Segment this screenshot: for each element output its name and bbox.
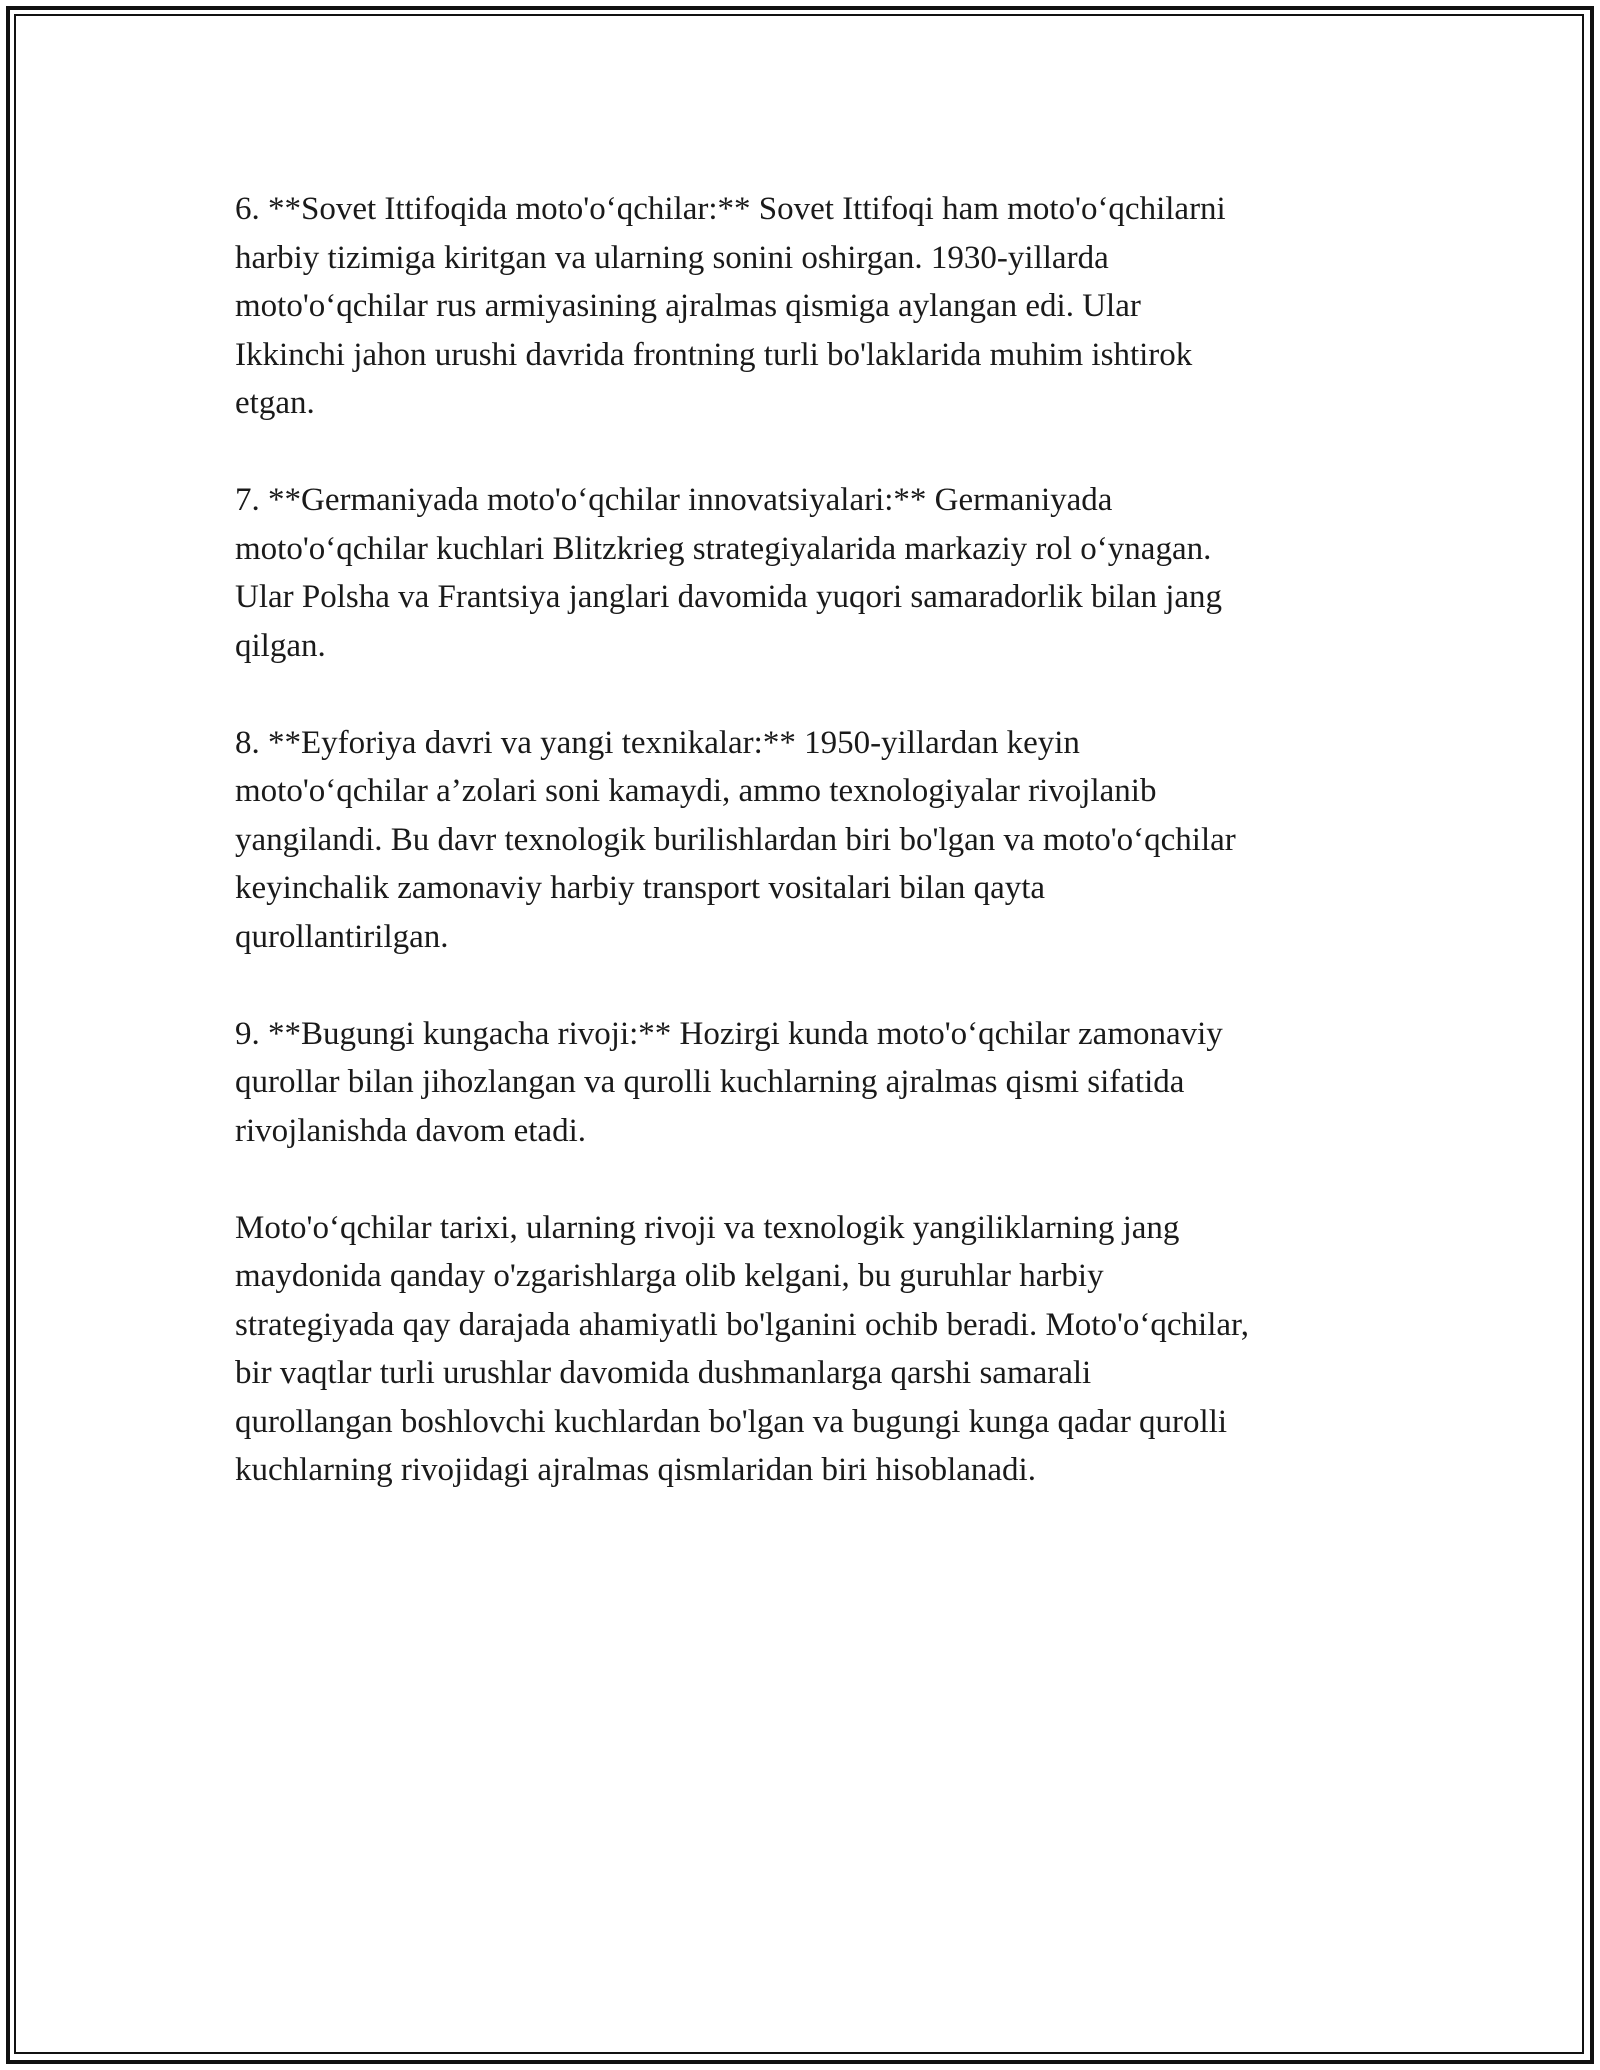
paragraph-conclusion: Moto'o‘qchilar tarixi, ularning rivoji va texnologik yangiliklarning jang maydonida qanday o'zgarishlarga olib kelgani, bu guruhlar harbiy strategiyada qay darajada ahamiyatli bo'lganini ochib beradi. Moto'o‘qchilar, bir vaqtlar turli urushlar davomida dushmanlarga qarshi samarali qurollangan boshlovchi kuchlardan bo'lgan va bugungi kunga qadar qurolli kuchlarning rivojidagi ajralmas qismlaridan biri hisoblanadi. [235,1209,1249,1488]
paragraph-item-9: 9. **Bugungi kungacha rivoji:** Hozirgi kunda moto'o‘qchilar zamonaviy qurollar bilan jihozlangan va qurolli kuchlarning ajralmas qismi sifatida rivojlanishda davom etadi. [235,1015,1223,1149]
paragraph-item-8: 8. **Eyforiya davri va yangi texnikalar:** 1950-yillardan keyin moto'o‘qchilar a’zolari soni kamaydi, ammo texnologiyalar rivojlanib yangilandi. Bu davr texnologik burilishlardan biri bo'lgan va moto'o‘qchilar keyinchalik zamonaviy harbiy transport vositalari bilan qayta qurollantirilgan. [235,724,1236,955]
paragraph-item-6: 6. **Sovet Ittifoqida moto'o‘qchilar:** Sovet Ittifoqi ham moto'o‘qchilarni harbiy tizimiga kiritgan va ularning sonini oshirgan. 1930-yillarda moto'o‘qchilar rus armiyasining ajralmas qismiga aylangan edi. Ular Ikkinchi jahon urushi davrida frontning turli bo'laklarida muhim ishtirok etgan. [235,191,1226,421]
paragraph-item-7: 7. **Germaniyada moto'o‘qchilar innovatsiyalari:** Germaniyada moto'o‘qchilar kuchlari Blitzkrieg strategiyalarida markaziy rol o‘ynagan. Ular Polsha va Frantsiya janglari davomida yuqori samaradorlik bilan jang qilgan. [235,482,1223,664]
document-body [235,185,1370,1543]
